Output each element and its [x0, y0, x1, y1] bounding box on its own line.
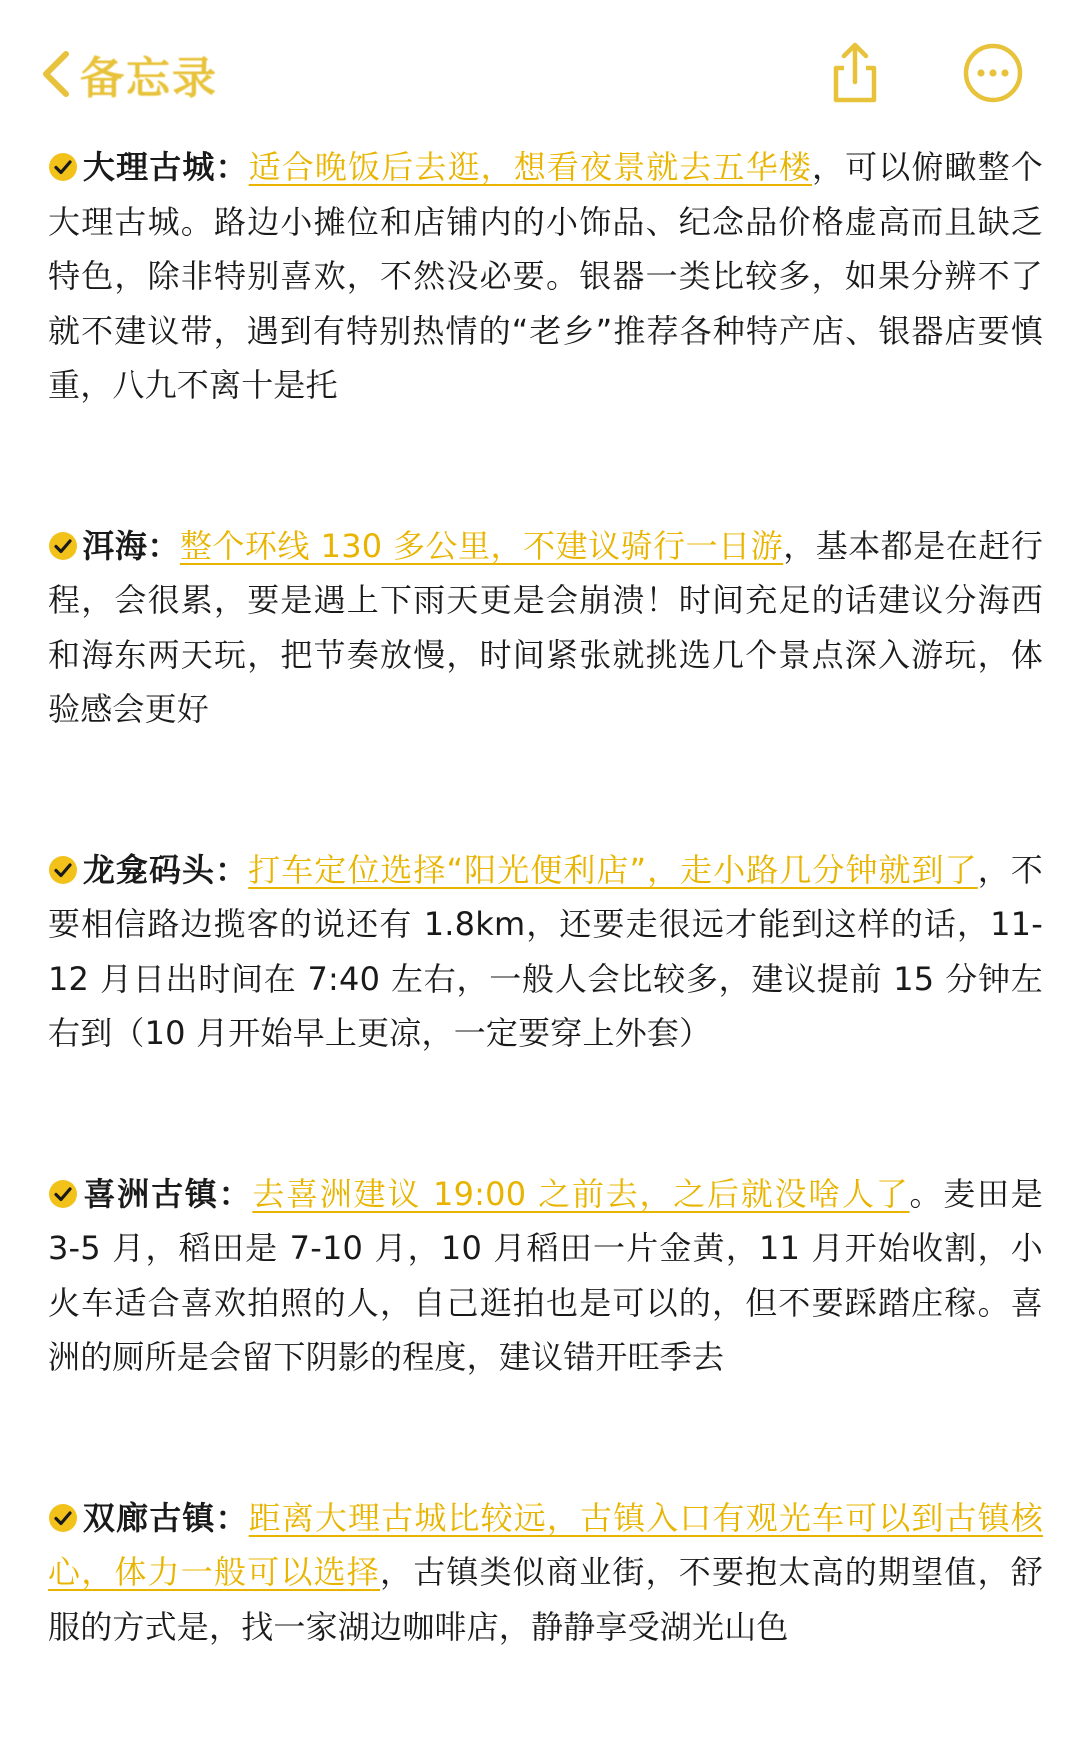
place-name: 龙龛码头 — [82, 850, 216, 889]
highlight-text: 去喜洲建议 19:00 之前去，之后就没啥人了 — [252, 1174, 910, 1213]
check-circle-icon — [48, 152, 78, 182]
highlight-text: 打车定位选择“阳光便利店”，走小路几分钟就到了 — [248, 850, 978, 889]
note-body: ，不要相信路边揽客的说还有 1.8km，还要走很远才能到这样的话，11-12 月日出时间在 7:40 左右，一般人会比较多，建议提前 15 分钟左右到（10 月开始早上更凉，一定要穿上外套） — [48, 850, 1043, 1052]
place-colon: ： — [147, 526, 180, 565]
note-body: ，古镇类似商业街，不要抱太高的期望值，舒服的方式是，找一家湖边咖啡店，静静享受湖光山色 — [48, 1553, 1043, 1646]
place-colon: ： — [215, 850, 249, 889]
place-colon: ： — [218, 1174, 253, 1213]
place-name: 洱海 — [82, 526, 148, 565]
back-label: 备忘录 — [80, 53, 218, 104]
place-name: 双廊古镇 — [82, 1498, 216, 1537]
share-icon — [826, 40, 884, 106]
back-button[interactable] — [36, 42, 218, 106]
note-item-dali-old-town — [48, 140, 1043, 413]
more-button[interactable] — [962, 42, 1024, 104]
chevron-left-icon — [36, 42, 76, 106]
note-body: ，基本都是在赶行程，会很累，要是遇上下雨天更是会崩溃！时间充足的话建议分海西和海东两天玩，把节奏放慢，时间紧张就挑选几个景点深入游玩，体验感会更好 — [48, 526, 1044, 728]
note-item-erhai — [48, 519, 1043, 737]
place-colon: ： — [215, 1498, 249, 1537]
check-circle-icon — [48, 855, 78, 885]
more-icon — [962, 42, 1024, 104]
place-colon: ： — [215, 148, 249, 186]
note-body: ，可以俯瞰整个大理古城。路边小摊位和店铺内的小饰品、纪念品价格虚高而且缺乏特色，除非特别喜欢，不然没必要。银器一类比较多，如果分辨不了就不建议带，遇到有特别热情的“老乡”推荐各种特产店、银器店要慎重，八九不离十是托 — [48, 148, 1044, 404]
place-name: 喜洲古镇 — [82, 1174, 219, 1213]
highlight-text: 距离大理古城比较远，古镇入口有观光车可以到古镇核心，体力一般可以选择 — [48, 1498, 1043, 1591]
note-item-xizhou-town — [48, 1167, 1043, 1385]
check-circle-icon — [48, 1179, 78, 1209]
place-name: 大理古城 — [82, 148, 216, 186]
note-item-longkan-pier — [48, 843, 1043, 1061]
note-content[interactable] — [48, 140, 1043, 1760]
note-body: 。麦田是 3-5 月，稻田是 7-10 月，10 月稻田一片金黄，11 月开始收割，小火车适合喜欢拍照的人，自己逛拍也是可以的，但不要踩踏庄稼。喜洲的厕所是会留下阴影的程度，建议错开旺季去 — [48, 1174, 1043, 1376]
note-item-shuanglang-town — [48, 1491, 1043, 1655]
highlight-text: 适合晚饭后去逛，想看夜景就去五华楼 — [248, 148, 812, 186]
check-circle-icon — [48, 531, 78, 561]
check-circle-icon — [48, 1503, 78, 1533]
highlight-text: 整个环线 130 多公里，不建议骑行一日游 — [179, 526, 784, 565]
share-button[interactable] — [826, 40, 884, 106]
navigation-bar — [0, 0, 1080, 130]
